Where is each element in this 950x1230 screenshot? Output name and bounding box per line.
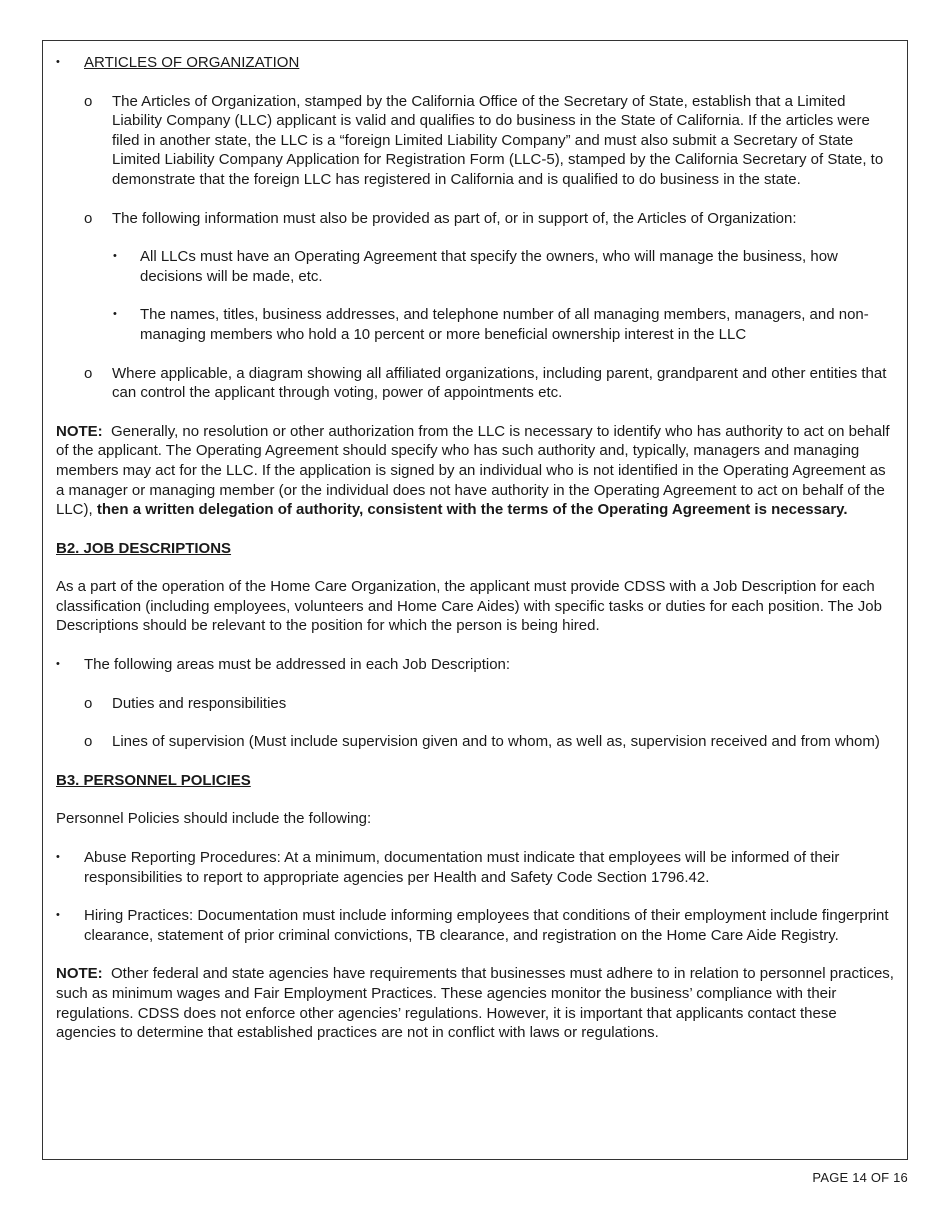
circle-marker: o [84,694,93,712]
bullet-marker: • [56,658,60,671]
articles-item-text: Where applicable, a diagram showing all affiliated organizations, including parent, grandparent and other entities that can control the applicant through voting, power of appointments etc. [112,364,887,402]
b3-note [56,964,894,1042]
articles-subitem-text: The names, titles, business addresses, and telephone number of all managing members, managers, and non-managing members who hold a 10 percent or more beneficial ownership interest in the LLC [140,306,869,343]
bullet-marker: • [56,851,60,864]
bullet-marker: • [56,909,60,922]
b3-item-2 [56,906,894,945]
note-label: NOTE: [56,965,103,983]
note-text: Other federal and state agencies have requirements that businesses must adhere to in relation to personnel practices, such as minimum wages and Fair Employment Practices. These agencies monitor the business’ compliance with their regulations. CDSS does not enforce other agencies’ regulations. However, it is important that applicants contact these agencies to determine that established practices are not in conflict with laws or regulations. [56,965,894,1042]
b2-subitem-1 [56,694,894,714]
bullet-marker: • [113,308,117,321]
articles-subitem-text: All LLCs must have an Operating Agreement that specify the owners, who will manage the business, how decisions will be made, etc. [140,248,838,285]
b2-subitem-text: Duties and responsibilities [112,694,287,712]
circle-marker: o [84,209,93,227]
b3-intro: Personnel Policies should include the following: [56,810,372,828]
b2-intro: As a part of the operation of the Home Care Organization, the applicant must provide CDSS with a Job Description for each classification (including employees, volunteers and Home Care Aides) with specific tasks or duties for each position. The Job Descriptions should be relevant to the position for which the person is being hired. [56,578,882,635]
b2-heading: B2. JOB DESCRIPTIONS [56,539,232,557]
circle-marker: o [84,364,93,382]
b2-subitem-text: Lines of supervision (Must include supervision given and to whom, as well as, supervision received and from whom) [112,733,880,751]
page-content [56,53,894,1043]
b2-bullet-text: The following areas must be addressed in each Job Description: [84,656,511,674]
articles-heading-item [56,53,894,73]
bullet-marker: • [56,56,60,68]
note-bold-text: then a written delegation of authority, consistent with the terms of the Operating Agreement is necessary. [96,501,848,519]
articles-item-text: The Articles of Organization, stamped by the California Office of the Secretary of State, establish that a Limited Liability Company (LLC) applicant is valid and qualifies to do business in the State of California. If the articles were filed in another state, the LLC is a “foreign Limited Liability Company” and must also submit a Secretary of State Limited Liability Company Application for Registration Form (LLC-5), stamped by the California Secretary of State, to demonstrate that the foreign LLC has registered in California and is qualified to do business in the state. [112,92,884,188]
circle-marker: o [84,733,93,751]
bullet-marker: • [113,250,117,263]
b3-item-text: Abuse Reporting Procedures: At a minimum, documentation must indicate that employees will be informed of their responsibilities to report to appropriate agencies per Health and Safety Code Section 1796.42. [84,849,840,886]
page-frame [42,40,908,1160]
articles-item-1 [56,92,894,190]
articles-subitem-1 [56,247,894,286]
b2-bullet [56,655,894,675]
articles-item-3 [56,364,894,403]
note-label: NOTE: [56,422,103,440]
note-text: Generally, no resolution or other authorization from the LLC is necessary to identify who has authority to act on behalf of the applicant. The Operating Agreement should specify who has such authority and, typically, managers and managing members may act for the LLC. If the application is signed by an individual who is not identified in the Operating Agreement as a manager or managing member (or the individual does not have authority in the Operating Agreement to act on behalf of the LLC), [56,422,890,519]
articles-heading: ARTICLES OF ORGANIZATION [84,54,300,71]
b3-heading: B3. PERSONNEL POLICIES [56,771,251,789]
articles-item-text: The following information must also be provided as part of, or in support of, the Articles of Organization: [112,209,797,227]
b3-item-text: Hiring Practices: Documentation must include informing employees that conditions of their employment include fingerprint clearance, statement of prior criminal convictions, TB clearance, and registration on the Home Care Aide Registry. [84,907,889,944]
articles-item-2 [56,209,894,229]
page-number: PAGE 14 OF 16 [812,1170,908,1185]
articles-note [56,422,894,520]
b2-subitem-2 [56,732,894,752]
articles-subitem-2 [56,305,894,344]
circle-marker: o [84,92,93,110]
b3-item-1 [56,848,894,887]
